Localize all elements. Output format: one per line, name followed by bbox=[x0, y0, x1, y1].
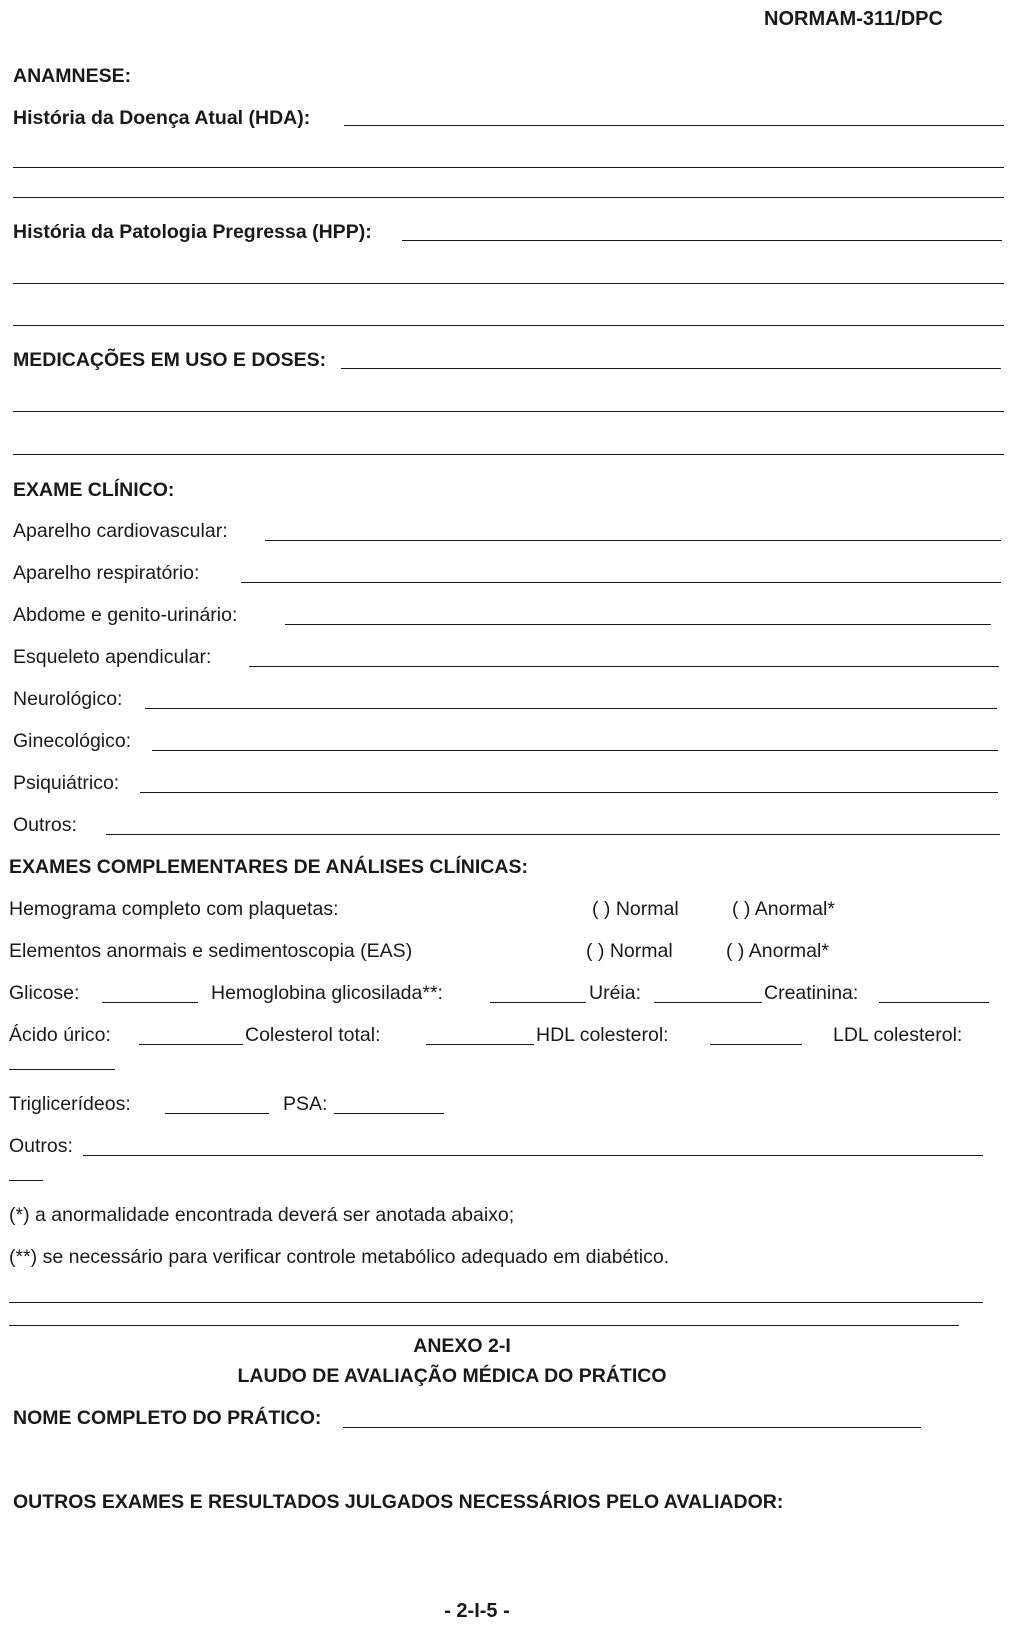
ureia-field[interactable] bbox=[654, 1002, 762, 1003]
hemograma-normal-option[interactable]: ( ) Normal bbox=[592, 898, 679, 920]
outros-exames-label: OUTROS EXAMES E RESULTADOS JULGADOS NECESSÁRIOS PELO AVALIADOR: bbox=[13, 1491, 784, 1513]
ginecologico-field[interactable] bbox=[152, 750, 998, 751]
document-code: NORMAM-311/DPC bbox=[764, 8, 943, 30]
creatinina-field[interactable] bbox=[879, 1002, 989, 1003]
hpp-field-line-3[interactable] bbox=[13, 325, 1004, 326]
hemograma-label: Hemograma completo com plaquetas: bbox=[9, 898, 339, 920]
hemoglobina-field[interactable] bbox=[490, 1002, 586, 1003]
ldl-label: LDL colesterol: bbox=[833, 1024, 963, 1046]
creatinina-label: Creatinina: bbox=[764, 982, 859, 1004]
neurologico-field[interactable] bbox=[145, 708, 997, 709]
outros-clinico-label: Outros: bbox=[13, 814, 77, 836]
esqueleto-field[interactable] bbox=[249, 666, 999, 667]
medicacoes-field-line-3[interactable] bbox=[13, 454, 1004, 455]
colesterol-total-label: Colesterol total: bbox=[245, 1024, 381, 1046]
anexo-subtitle: LAUDO DE AVALIAÇÃO MÉDICA DO PRÁTICO bbox=[237, 1365, 667, 1387]
outros-complementares-field-continuation[interactable] bbox=[9, 1180, 43, 1181]
psiquiatrico-field[interactable] bbox=[140, 792, 998, 793]
glicose-label: Glicose: bbox=[9, 982, 80, 1004]
hemoglobina-label: Hemoglobina glicosilada**: bbox=[211, 982, 443, 1004]
outros-complementares-field[interactable] bbox=[83, 1155, 983, 1156]
neurologico-label: Neurológico: bbox=[13, 688, 123, 710]
note-anormalidade: (*) a anormalidade encontrada deverá ser anotada abaixo; bbox=[9, 1204, 515, 1226]
nome-pratico-field[interactable] bbox=[343, 1427, 921, 1428]
glicose-field[interactable] bbox=[102, 1002, 198, 1003]
eas-anormal-option[interactable]: ( ) Anormal* bbox=[726, 940, 829, 962]
hpp-field-line-2[interactable] bbox=[13, 283, 1004, 284]
annotation-line-2[interactable] bbox=[9, 1325, 959, 1326]
ureia-label: Uréia: bbox=[589, 982, 642, 1004]
hda-field-line-2[interactable] bbox=[13, 167, 1004, 168]
medicacoes-field-line-2[interactable] bbox=[13, 411, 1004, 412]
exame-clinico-heading: EXAME CLÍNICO: bbox=[13, 479, 175, 501]
outros-complementares-label: Outros: bbox=[9, 1135, 73, 1157]
anexo-title: ANEXO 2-I bbox=[413, 1335, 511, 1357]
exames-complementares-heading: EXAMES COMPLEMENTARES DE ANÁLISES CLÍNICAS: bbox=[9, 856, 528, 878]
annotation-line-1[interactable] bbox=[9, 1302, 983, 1303]
psa-field[interactable] bbox=[334, 1113, 444, 1114]
page-number: - 2-I-5 - bbox=[444, 1600, 510, 1622]
medicacoes-label: MEDICAÇÕES EM USO E DOSES: bbox=[13, 349, 327, 371]
eas-normal-option[interactable]: ( ) Normal bbox=[586, 940, 673, 962]
ginecologico-label: Ginecológico: bbox=[13, 730, 132, 752]
respiratorio-label: Aparelho respiratório: bbox=[13, 562, 200, 584]
cardiovascular-field[interactable] bbox=[265, 540, 1001, 541]
hpp-field[interactable] bbox=[402, 240, 1002, 241]
hemograma-anormal-option[interactable]: ( ) Anormal* bbox=[732, 898, 835, 920]
respiratorio-field[interactable] bbox=[241, 582, 1001, 583]
triglicerideos-field[interactable] bbox=[165, 1113, 269, 1114]
hda-field-line-3[interactable] bbox=[13, 197, 1004, 198]
acido-urico-label: Ácido úrico: bbox=[9, 1024, 111, 1046]
eas-label: Elementos anormais e sedimentoscopia (EAS) bbox=[9, 940, 413, 962]
colesterol-total-field[interactable] bbox=[426, 1044, 534, 1045]
triglicerideos-label: Triglicerídeos: bbox=[9, 1093, 131, 1115]
acido-urico-field[interactable] bbox=[139, 1044, 243, 1045]
hdl-field[interactable] bbox=[710, 1044, 802, 1045]
note-diabetico: (**) se necessário para verificar controle metabólico adequado em diabético. bbox=[9, 1246, 670, 1268]
abdome-field[interactable] bbox=[285, 624, 991, 625]
anamnese-heading: ANAMNESE: bbox=[13, 65, 132, 87]
hdl-label: HDL colesterol: bbox=[536, 1024, 669, 1046]
cardiovascular-label: Aparelho cardiovascular: bbox=[13, 520, 228, 542]
nome-pratico-label: NOME COMPLETO DO PRÁTICO: bbox=[13, 1407, 322, 1429]
psiquiatrico-label: Psiquiátrico: bbox=[13, 772, 120, 794]
medicacoes-field[interactable] bbox=[341, 368, 1001, 369]
hda-field[interactable] bbox=[344, 125, 1004, 126]
hda-label: História da Doença Atual (HDA): bbox=[13, 107, 311, 129]
outros-clinico-field[interactable] bbox=[106, 834, 1000, 835]
hpp-label: História da Patologia Pregressa (HPP): bbox=[13, 221, 372, 243]
psa-label: PSA: bbox=[283, 1093, 328, 1115]
esqueleto-label: Esqueleto apendicular: bbox=[13, 646, 212, 668]
abdome-label: Abdome e genito-urinário: bbox=[13, 604, 238, 626]
ldl-field[interactable] bbox=[9, 1069, 115, 1070]
